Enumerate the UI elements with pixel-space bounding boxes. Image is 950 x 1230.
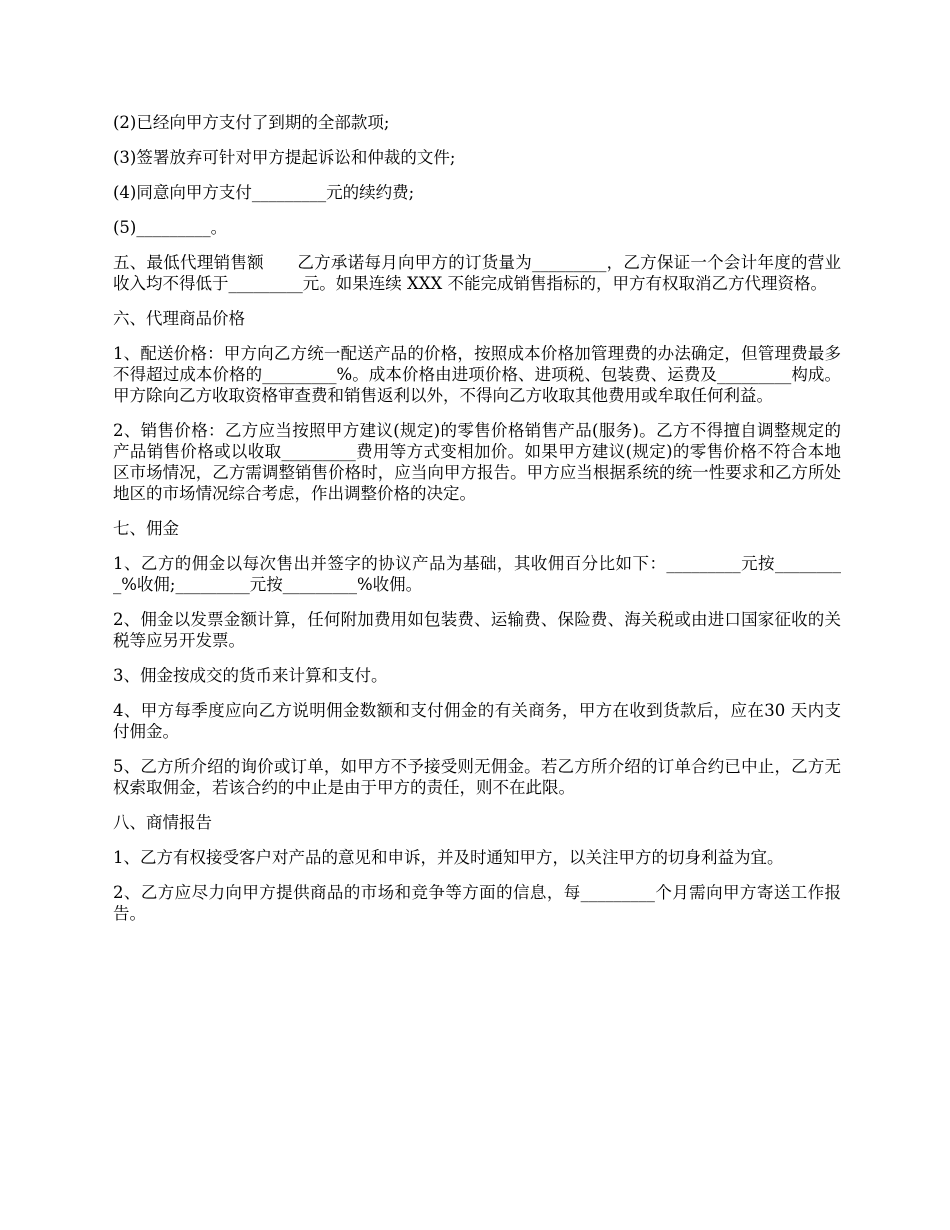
section-seven-item-3: 3、佣金按成交的货币来计算和支付。 [113, 666, 388, 685]
clause-item-5: (5)_________。 [113, 218, 228, 237]
section-six-heading: 六、代理商品价格 [113, 309, 245, 328]
clause-item-2: (2)已经向甲方支付了到期的全部款项; [113, 113, 390, 132]
section-seven-item-1: 1、乙方的佣金以每次售出并签字的协议产品为基础，其收佣百分比如下：_________元按_________%收佣;_________元按_________%收佣。 [113, 554, 841, 594]
section-seven-heading: 七、佣金 [113, 519, 179, 538]
section-eight-item-1: 1、乙方有权接受客户对产品的意见和申诉，并及时通知甲方，以关注甲方的切身利益为宜。 [113, 848, 784, 867]
section-six-sales-price: 2、销售价格：乙方应当按照甲方建议(规定)的零售价格销售产品(服务)。乙方不得擅自调整规定的产品销售价格或以收取_________费用等方式变相加价。如果甲方建议(规定)的零售价格不符合本地区市场情况，乙方需调整销售价格时，应当向甲方报告。甲方应当根据系统的统一性要求和乙方所处地区的市场情况综合考虑，作出调整价格的决定。 [113, 421, 841, 503]
clause-item-3: (3)签署放弃可针对甲方提起诉讼和仲裁的文件; [113, 148, 456, 167]
clause-item-4: (4)同意向甲方支付_________元的续约费; [113, 183, 415, 202]
section-seven-item-5: 5、乙方所介绍的询价或订单，如甲方不予接受则无佣金。若乙方所介绍的订单合约已中止，乙方无权索取佣金，若该合约的中止是由于甲方的责任，则不在此限。 [113, 757, 841, 797]
section-seven-item-2: 2、佣金以发票金额计算，任何附加费用如包装费、运输费、保险费、海关税或由进口国家征收的关税等应另开发票。 [113, 610, 841, 650]
section-six-delivery-price: 1、配送价格：甲方向乙方统一配送产品的价格，按照成本价格加管理费的办法确定，但管理费最多不得超过成本价格的_________%。成本价格由进项价格、进项税、包装费、运费及_________构成。甲方除向乙方收取资格审查费和销售返利以外，不得向乙方收取其他费用或牟取任何利益。 [113, 344, 841, 405]
section-eight-heading: 八、商情报告 [113, 813, 212, 832]
section-five-minimum-sales: 五、最低代理销售额 乙方承诺每月向甲方的订货量为_________，乙方保证一个会计年度的营业收入均不得低于_________元。如果连续 XXX 不能完成销售指标的，甲方有权取消乙方代理资格。 [113, 253, 841, 293]
section-eight-item-2: 2、乙方应尽力向甲方提供商品的市场和竞争等方面的信息，每_________个月需向甲方寄送工作报告。 [113, 883, 841, 923]
document-page [113, 112, 841, 938]
section-seven-item-4: 4、甲方每季度应向乙方说明佣金数额和支付佣金的有关商务，甲方在收到货款后，应在30 天内支付佣金。 [113, 701, 841, 741]
